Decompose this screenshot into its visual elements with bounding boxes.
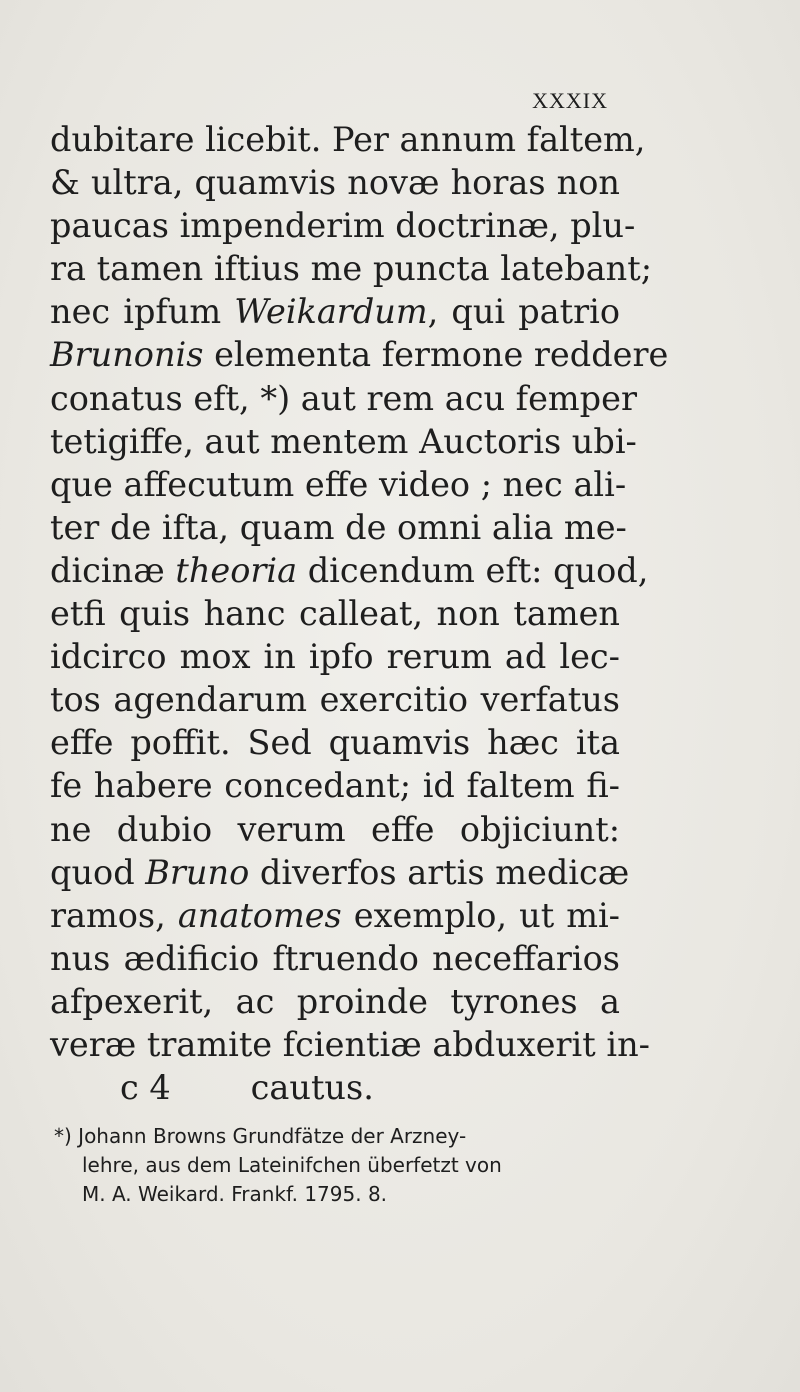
text-line <box>50 894 620 937</box>
text-segment: & ultra, quamvis novæ horas non <box>50 163 620 203</box>
text-segment: nus ædificio ftruendo neceffarios <box>50 938 620 978</box>
text-segment: quod <box>50 852 146 892</box>
text-segment: veræ tramite fcientiæ abduxerit in- <box>50 1024 650 1064</box>
italic-segment: Brunonis <box>50 335 204 375</box>
text-segment: dubitare licebit. Per annum faltem, <box>50 120 646 159</box>
text-segment: dicinæ <box>50 550 176 590</box>
footnote <box>54 1122 639 1209</box>
text-segment: exemplo, ut mi- <box>341 895 620 935</box>
footnote-text: Johann Browns Grundfätze der Arzney- <box>78 1124 467 1148</box>
body-text <box>50 118 669 1109</box>
italic-segment: Weikardum <box>234 292 428 332</box>
text-line <box>50 721 620 764</box>
text-line <box>50 549 649 592</box>
text-line <box>50 161 620 204</box>
text-segment: ter de ifta, quam de omni alia me- <box>50 507 627 547</box>
text-segment: ramos, <box>50 895 178 935</box>
text-line <box>50 247 652 290</box>
text-line <box>50 808 620 851</box>
text-line <box>50 1023 650 1066</box>
text-segment: ra tamen iftius me puncta latebant; <box>50 249 652 289</box>
text-segment: nec ipfum <box>50 292 235 332</box>
text-segment: tetigiffe, aut mentem Auctoris ubi- <box>50 421 637 461</box>
text-line <box>50 204 636 247</box>
text-line <box>50 635 620 678</box>
text-segment: etfi quis hanc calleat, non tamen <box>50 594 620 634</box>
footnote-line <box>54 1122 639 1151</box>
text-line <box>50 764 620 807</box>
text-segment: ne dubio verum effe objiciunt: <box>50 809 620 849</box>
signature-line <box>50 1066 620 1109</box>
italic-segment: Bruno <box>145 852 250 892</box>
signature-mark: c 4 <box>120 1068 171 1108</box>
catchword: cautus. <box>250 1068 374 1108</box>
text-line <box>50 290 620 333</box>
text-segment: afpexerit, ac proinde tyrones a <box>50 981 620 1021</box>
text-line <box>50 980 620 1023</box>
footnote-marker: *) <box>54 1124 72 1148</box>
text-segment: diverfos artis medicæ <box>249 852 630 892</box>
footnote-line: M. A. Weikard. Frankf. 1795. 8. <box>82 1182 388 1206</box>
text-line <box>50 592 620 635</box>
footnote-line: lehre, aus dem Lateinifchen überfetzt von <box>82 1153 502 1177</box>
text-segment: paucas impenderim doctrinæ, plu- <box>50 206 636 246</box>
text-line <box>50 333 669 376</box>
text-line <box>50 851 630 894</box>
text-segment: idcirco mox in ipfo rerum ad lec- <box>50 637 620 677</box>
text-line <box>50 678 620 721</box>
italic-segment: theoria <box>175 550 298 590</box>
text-segment: effe poffit. Sed quamvis hæc ita <box>50 723 620 763</box>
page-number: XXXIX <box>532 88 608 113</box>
text-segment: conatus eft, *) aut rem acu femper <box>50 378 637 418</box>
text-line <box>50 118 646 161</box>
text-segment: elementa fermone reddere <box>203 335 669 375</box>
text-segment: dicendum eft: quod, <box>297 550 649 590</box>
text-segment: que affecutum effe video ; nec ali- <box>50 464 627 504</box>
text-line <box>50 463 627 506</box>
text-segment: tos agendarum exercitio verfatus <box>50 680 620 720</box>
text-segment: , qui patrio <box>427 292 620 332</box>
text-line <box>50 937 620 980</box>
text-line <box>50 420 637 463</box>
text-line <box>50 506 627 549</box>
text-segment: fe habere concedant; id faltem fi- <box>50 766 620 806</box>
italic-segment: anatomes <box>177 895 342 935</box>
text-line <box>50 377 637 420</box>
